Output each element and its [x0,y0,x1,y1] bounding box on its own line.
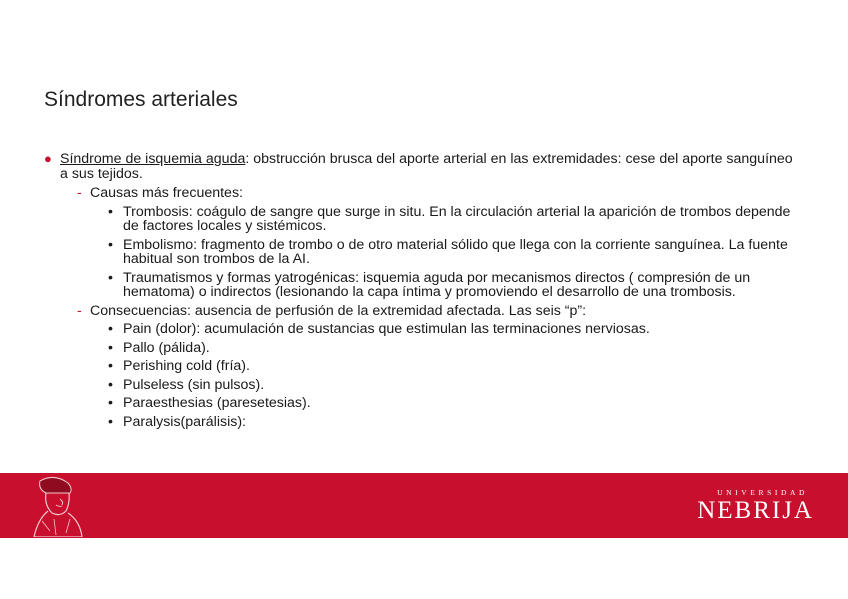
subheading-consecuencias [44,304,804,319]
slide-title: Síndromes arteriales [44,88,238,111]
list-item-cause [44,271,804,300]
nebrija-portrait-icon [26,475,86,537]
list-item-cause [44,238,804,267]
list-item-consequence [44,415,804,430]
list-item-consequence [44,341,804,356]
dash-icon: - [77,302,82,319]
dot-bullet-icon: • [108,269,113,286]
consequence-text: Pain (dolor): acumulación de sustancias que estimulan las terminaciones nerviosas. [123,321,650,337]
consequence-text: Paraesthesias (paresetesias). [123,395,311,411]
cause-text: Traumatismos y formas yatrogénicas: isquemia aguda por mecanismos directos ( compresión de un hematoma) o indirectos (lesionando la capa íntima y promoviendo el desarrollo de una trombosis. [123,269,751,300]
cause-text: Trombosis: coágulo de sangre que surge in situ. En la circulación arterial la aparición de trombos depende de factores locales y sistémicos. [123,203,791,234]
consequence-text: Perishing cold (fría). [123,358,250,374]
footer-band [0,473,848,538]
causas-heading: Causas más frecuentes: [90,185,243,201]
dot-bullet-icon: • [108,376,113,393]
consequence-text: Pulseless (sin pulsos). [123,376,265,393]
list-item-cause [44,205,804,234]
subheading-causas [44,186,804,201]
dot-bullet-icon: • [108,395,113,411]
cause-text: Embolismo: fragmento de trombo o de otro material sólido que llega con la corriente sanguínea. La fuente habitual son trombos de la AI. [123,236,788,267]
logo-nebrija: NEBRIJA [697,497,814,524]
term-isquemia-aguda: Síndrome de isquemia aguda [60,151,246,167]
definition-isquemia-aguda: : obstrucción brusca del aporte arterial en las extremidades: cese del aporte sanguíneo a sus tejidos. [60,151,793,182]
dash-icon: - [77,185,82,201]
dot-bullet-icon: • [108,413,113,430]
consequence-text: Paralysis(parálisis): [123,413,246,430]
red-bullet-icon: ● [44,151,52,166]
list-item-consequence [44,378,804,393]
dot-bullet-icon: • [108,236,113,253]
dot-bullet-icon: • [108,358,113,374]
list-item-consequence [44,322,804,337]
consequence-text: Pallo (pálida). [123,339,210,356]
dot-bullet-icon: • [108,203,113,220]
logo-universidad: UNIVERSIDAD [717,488,808,497]
list-item-consequence [44,396,804,411]
list-item-consequence [44,359,804,374]
dot-bullet-icon: • [108,339,113,356]
slide-content [44,152,804,433]
consecuencias-heading: Consecuencias: ausencia de perfusión de la extremidad afectada. Las seis “p”: [90,302,587,319]
dot-bullet-icon: • [108,321,113,337]
bullet-isquemia-aguda [44,152,804,181]
